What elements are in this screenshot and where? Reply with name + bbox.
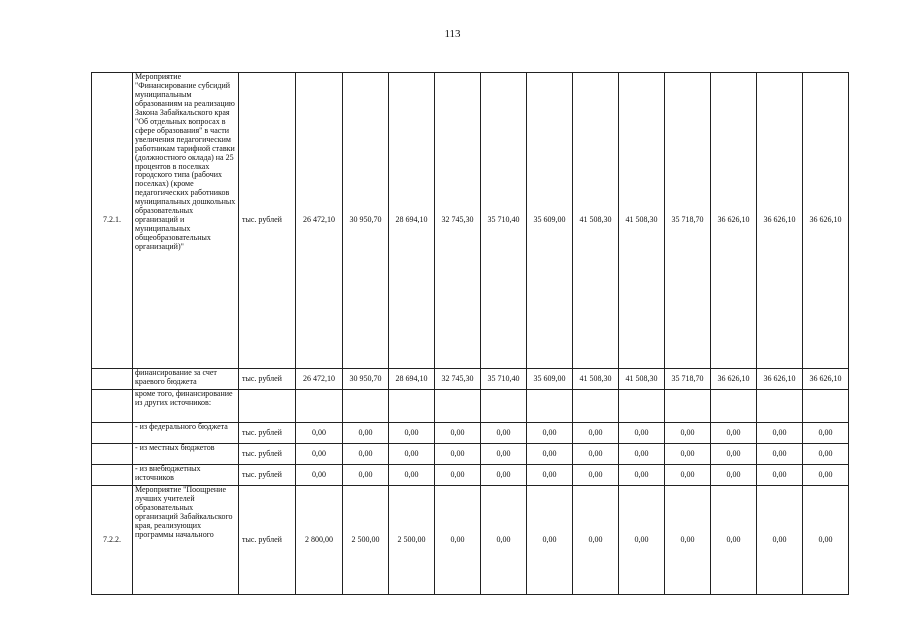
value-cell: 35 609,00 [527,369,573,390]
table-row [92,73,849,369]
value-cell: 36 626,10 [757,73,803,369]
value-cell: 0,00 [481,486,527,595]
value-cell: 0,00 [711,444,757,465]
value-cell: 0,00 [757,423,803,444]
value-cell: 36 626,10 [803,73,849,369]
value-cell: 35 710,40 [481,73,527,369]
value-cell: 0,00 [803,465,849,486]
value-cell: 0,00 [296,444,343,465]
value-cell: 0,00 [665,465,711,486]
row-description: кроме того, финансирование из других источников: [133,390,239,423]
value-cell: 0,00 [573,486,619,595]
row-code [92,465,133,486]
value-cell: 0,00 [481,465,527,486]
value-cell: 2 500,00 [343,486,389,595]
value-cell: 35 718,70 [665,73,711,369]
value-cell: 0,00 [665,486,711,595]
budget-table [91,72,849,595]
value-cell: 0,00 [527,486,573,595]
value-cell: 0,00 [296,465,343,486]
value-cell: 2 500,00 [389,486,435,595]
value-cell: 0,00 [803,423,849,444]
value-cell [481,390,527,423]
value-cell: 36 626,10 [803,369,849,390]
value-cell: 0,00 [711,465,757,486]
value-cell [389,390,435,423]
row-code: 7.2.1. [92,73,133,369]
row-description: - из федерального бюджета [133,423,239,444]
value-cell: 0,00 [757,486,803,595]
value-cell: 0,00 [481,444,527,465]
table-row [92,423,849,444]
value-cell [296,390,343,423]
table-row [92,390,849,423]
page-number: 113 [444,28,461,40]
value-cell [527,390,573,423]
value-cell: 35 710,40 [481,369,527,390]
row-unit: тыс. рублей [239,465,296,486]
row-code [92,423,133,444]
value-cell: 41 508,30 [573,73,619,369]
row-description: Мероприятие "Поощрение лучших учителей образовательных организаций Забайкальского края, реализующих программы начального [133,486,239,595]
value-cell: 0,00 [343,444,389,465]
row-unit: тыс. рублей [239,73,296,369]
value-cell: 26 472,10 [296,369,343,390]
value-cell: 0,00 [711,486,757,595]
table-row [92,369,849,390]
row-unit: тыс. рублей [239,486,296,595]
value-cell: 0,00 [803,486,849,595]
row-unit: тыс. рублей [239,369,296,390]
row-code [92,369,133,390]
value-cell: 35 609,00 [527,73,573,369]
value-cell: 0,00 [619,465,665,486]
value-cell: 0,00 [481,423,527,444]
value-cell: 0,00 [619,444,665,465]
value-cell: 0,00 [296,423,343,444]
value-cell: 32 745,30 [435,369,481,390]
value-cell: 0,00 [389,423,435,444]
value-cell: 0,00 [573,423,619,444]
value-cell: 35 718,70 [665,369,711,390]
value-cell: 0,00 [757,444,803,465]
value-cell [343,390,389,423]
value-cell: 28 694,10 [389,73,435,369]
value-cell: 0,00 [389,444,435,465]
row-unit: тыс. рублей [239,444,296,465]
value-cell: 0,00 [665,444,711,465]
value-cell: 41 508,30 [573,369,619,390]
row-code [92,390,133,423]
value-cell: 0,00 [619,486,665,595]
value-cell [803,390,849,423]
row-description: - из местных бюджетов [133,444,239,465]
table-row [92,465,849,486]
row-unit [239,390,296,423]
value-cell: 32 745,30 [435,73,481,369]
table-row [92,444,849,465]
row-code [92,444,133,465]
value-cell: 28 694,10 [389,369,435,390]
value-cell: 0,00 [435,423,481,444]
value-cell [757,390,803,423]
value-cell: 0,00 [619,423,665,444]
row-description: Мероприятие "Финансирование субсидий муниципальным образованиям на реализацию Закона Забайкальского края "Об отдельных вопросах в сфере образования" в части увеличения педагогическим работникам тарифной ставки (должностного оклада) на 25 процентов в поселках городского типа (рабочих поселках) (кроме педагогических работников муниципальных дошкольных образовательных организаций и муниципальных общеобразовательных организаций)" [133,73,239,369]
value-cell: 0,00 [435,486,481,595]
table-row [92,486,849,595]
value-cell: 0,00 [573,465,619,486]
row-unit: тыс. рублей [239,423,296,444]
value-cell: 30 950,70 [343,73,389,369]
value-cell: 0,00 [665,423,711,444]
value-cell: 0,00 [527,444,573,465]
row-code: 7.2.2. [92,486,133,595]
value-cell: 0,00 [435,465,481,486]
value-cell: 0,00 [527,423,573,444]
value-cell: 0,00 [711,423,757,444]
value-cell [665,390,711,423]
value-cell: 0,00 [435,444,481,465]
value-cell: 0,00 [527,465,573,486]
value-cell: 36 626,10 [711,369,757,390]
value-cell: 30 950,70 [343,369,389,390]
value-cell: 2 800,00 [296,486,343,595]
value-cell: 0,00 [343,465,389,486]
value-cell: 26 472,10 [296,73,343,369]
row-description: финансирование за счет краевого бюджета [133,369,239,390]
value-cell [711,390,757,423]
value-cell [573,390,619,423]
value-cell: 41 508,30 [619,73,665,369]
value-cell [435,390,481,423]
value-cell: 0,00 [573,444,619,465]
value-cell: 36 626,10 [711,73,757,369]
value-cell: 41 508,30 [619,369,665,390]
row-description: - из внебюджетных источников [133,465,239,486]
value-cell: 0,00 [343,423,389,444]
value-cell: 0,00 [389,465,435,486]
value-cell: 36 626,10 [757,369,803,390]
value-cell [619,390,665,423]
value-cell: 0,00 [757,465,803,486]
value-cell: 0,00 [803,444,849,465]
